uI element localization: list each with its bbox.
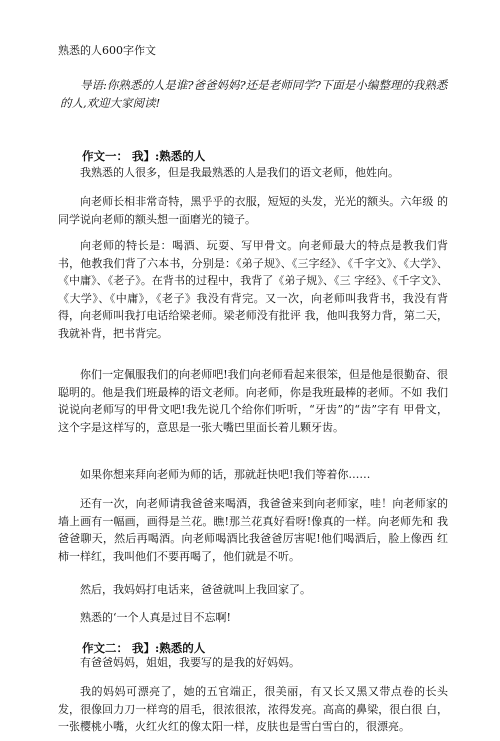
essay-1-paragraph-7: 然后，我妈妈打电话来，爸爸就叫上我回家了。 [80, 583, 311, 596]
essay-2-paragraph-1: 有爸爸妈妈，姐姐，我要写的是我的好妈妈。 [80, 656, 300, 669]
intro-paragraph: 导语:你熟悉的人是谁?爸爸妈妈?还是老师同学?下面是小编整理的我熟悉 的人,欢迎大家阅读! [60, 78, 452, 110]
document-title: 熟悉的人600字作文 [58, 44, 156, 57]
essay-1-paragraph-6: 还有一次，向老师请我爸爸来喝酒，我爸爸来到向老师家，哇！向老师家的墙上画有一幅画，画得是兰花。瞧!那兰花真好看呀!像真的一样。向老师先和 我爸爸聊天，然后再喝酒。向老师喝酒比我爸爸厉害呢!他们喝酒后，脸上像西 红柿一样红，我叫他们不要再喝了，他们就是不听。 [58, 497, 448, 563]
essay-1-paragraph-5: 如果你想来拜向老师为师的话，那就赶快吧!我们等着你…… [80, 468, 371, 481]
essay-2-paragraph-2: 我的妈妈可漂亮了，她的五官端正，很美丽，有又长又黑又带点卷的长头 发，很像回力刀一样弯的眉毛，很浓很浓，浓得发亮。高高的鼻梁，很白很 白，一张樱桃小嘴，火红火红的像太阳一样，皮肤也是雪白雪白的，很漂亮。 [58, 685, 452, 733]
essay-1-paragraph-8: 熟悉的‘一个人真是过目不忘啊! [80, 611, 231, 624]
essay-1-paragraph-1: 我熟悉的人很多，但是我最熟悉的人是我们的语文老师，他姓向。 [80, 166, 399, 179]
essay-1-paragraph-2: 向老师长相非常奇特，黑乎乎的衣服，短短的头发，光光的额头。六年级 的同学说向老师的额头想一面磨光的镜子。 [58, 195, 448, 226]
essay-2-heading: 作文二： 我】:熟悉的人 [82, 641, 206, 655]
essay-1-paragraph-3: 向老师的特长是：喝酒、玩耍、写甲骨文。向老师最大的特点是教我们背 书，他教我们背了六本书，分别是：《弟子规》、《三字经》、《千字文》、《大学》、《中庸》、《老子》。在背书的过程中，我背了《弟子规》、《三 字经》、《千字文》、《大学》、《中庸》，《老子》我没有背完。又一次，向老师叫我背书，我没有背得，向老师叫我打电话给梁老师。梁老师没有批评 我，他叫我努力背，第二天，我就补背，把书背完。 [58, 239, 452, 340]
essay-1-heading: 作文一： 我】:熟悉的人 [82, 149, 206, 163]
essay-1-paragraph-4: 你们一定佩服我们的向老师吧!我们向老师看起来很笨，但是他是很勤奋、很聪明的。他是我们班最棒的语文老师。向老师，你是我班最棒的老师。不如 我们说说向老师写的甲骨文吧!我先说几个给你们听听，“牙齿”的“齿”字有 甲骨文，这个字是这样写的，意思是一张大嘴巴里面长着儿颗牙齿。 [58, 368, 448, 434]
